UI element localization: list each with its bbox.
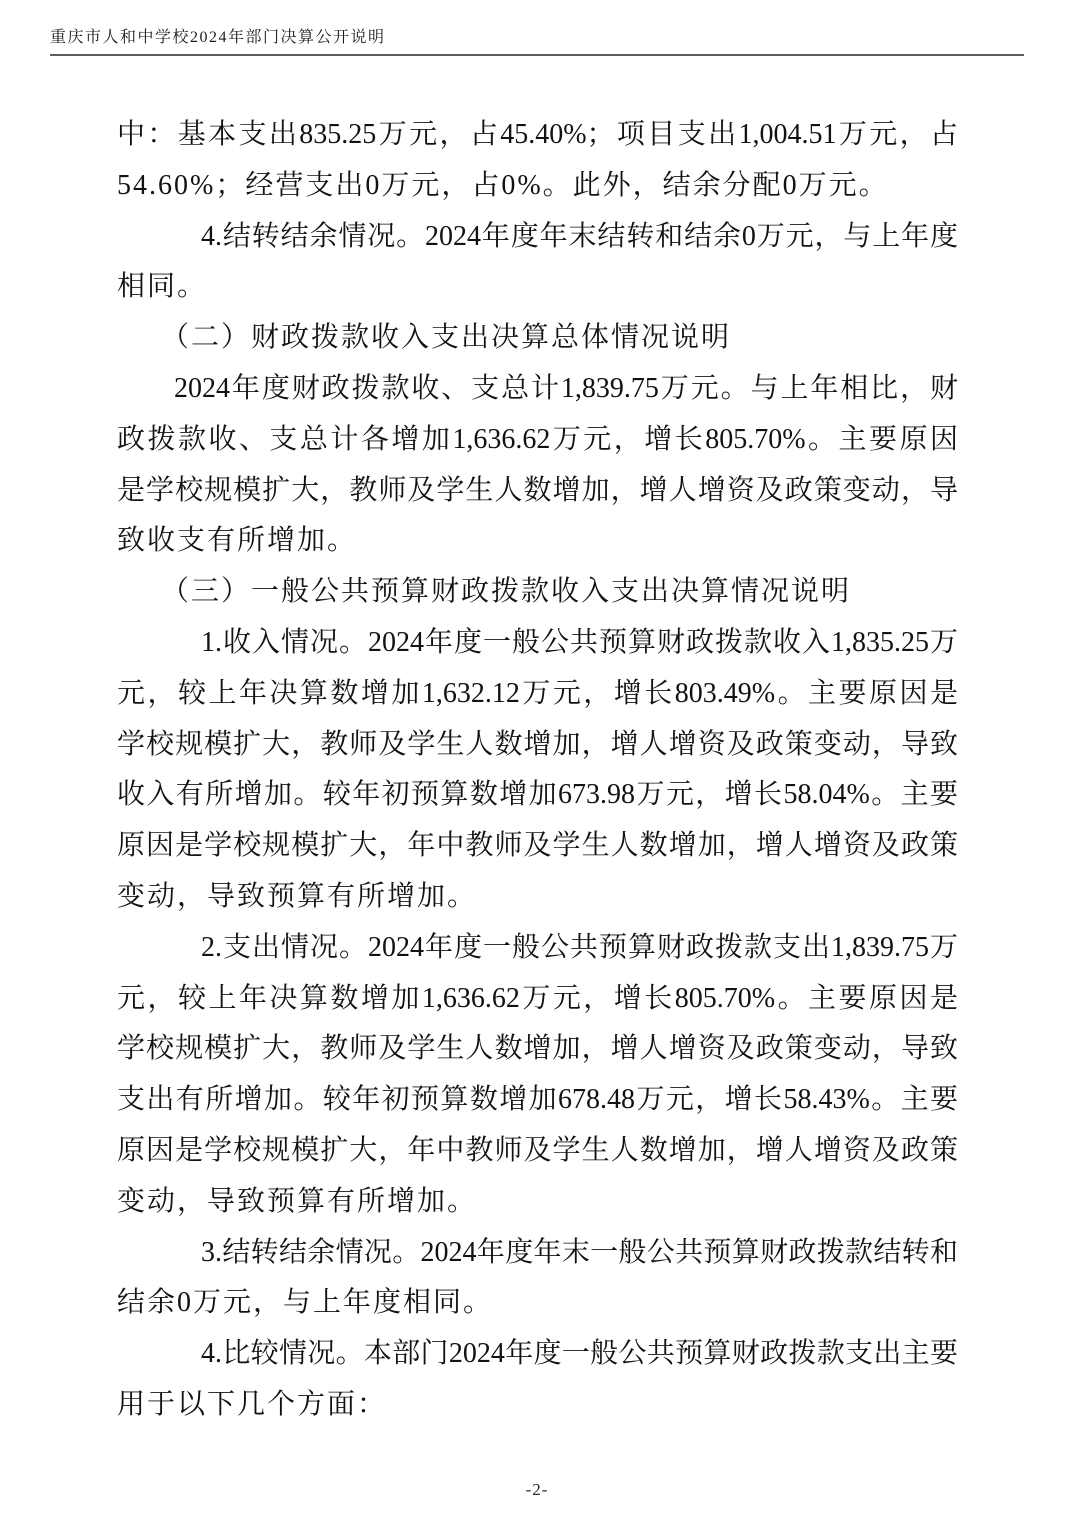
text-line: 中：基本支出835.25万元，占45.40%；项目支出1,004.51万元，占 <box>117 119 958 150</box>
page-number: -2- <box>525 1480 549 1499</box>
text-line: 用于以下几个方面： <box>117 1388 388 1420</box>
text-line: 54.60%；经营支出0万元，占0%。此外，结余分配0万元。 <box>117 169 889 201</box>
text-line: （三）一般公共预算财政拨款收入支出决算情况说明 <box>161 576 852 608</box>
text-line: 支出有所增加。较年初预算数增加678.48万元，增长58.43%。主要 <box>117 1084 958 1116</box>
text-line: （二）财政拨款收入支出决算总体情况说明 <box>161 322 732 354</box>
text-line: 4.结转结余情况。2024年度年末结转和结余0万元，与上年度 <box>201 220 958 252</box>
text-line: 2.支出情况。2024年度一般公共预算财政拨款支出1,839.75万 <box>201 931 958 963</box>
text-line: 学校规模扩大，教师及学生人数增加，增人增资及政策变动，导致 <box>117 728 958 760</box>
text-line: 结余0万元，与上年度相同。 <box>117 1287 494 1319</box>
text-line: 收入有所增加。较年初预算数增加673.98万元，增长58.04%。主要 <box>117 779 958 811</box>
text-line: 原因是学校规模扩大，年中教师及学生人数增加，增人增资及政策 <box>117 830 958 862</box>
text-line: 相同。 <box>117 271 208 303</box>
text-line: 元，较上年决算数增加1,632.12万元，增长803.49%。主要原因是 <box>117 677 958 709</box>
document-body <box>117 110 958 1431</box>
text-line: 2024年度财政拨款收、支总计1,839.75万元。与上年相比，财 <box>174 372 958 404</box>
text-line: 是学校规模扩大，教师及学生人数增加，增人增资及政策变动，导 <box>117 474 958 506</box>
text-line: 4.比较情况。本部门2024年度一般公共预算财政拨款支出主要 <box>201 1338 958 1370</box>
text-line: 元，较上年决算数增加1,636.62万元，增长805.70%。主要原因是 <box>117 982 958 1014</box>
text-line: 致收支有所增加。 <box>117 525 358 557</box>
header-title: 重庆市人和中学校2024年部门决算公开说明 <box>50 29 386 46</box>
text-line: 3.结转结余情况。2024年度年末一般公共预算财政拨款结转和 <box>201 1236 958 1268</box>
text-line: 原因是学校规模扩大，年中教师及学生人数增加，增人增资及政策 <box>117 1134 958 1166</box>
page-footer <box>0 1480 1074 1500</box>
page-header <box>50 28 1024 56</box>
text-line: 政拨款收、支总计各增加1,636.62万元，增长805.70%。主要原因 <box>117 423 958 455</box>
text-line: 学校规模扩大，教师及学生人数增加，增人增资及政策变动，导致 <box>117 1033 958 1065</box>
text-line: 变动，导致预算有所增加。 <box>117 880 478 912</box>
text-line: 1.收入情况。2024年度一般公共预算财政拨款收入1,835.25万 <box>201 626 958 658</box>
text-line: 变动，导致预算有所增加。 <box>117 1185 478 1217</box>
